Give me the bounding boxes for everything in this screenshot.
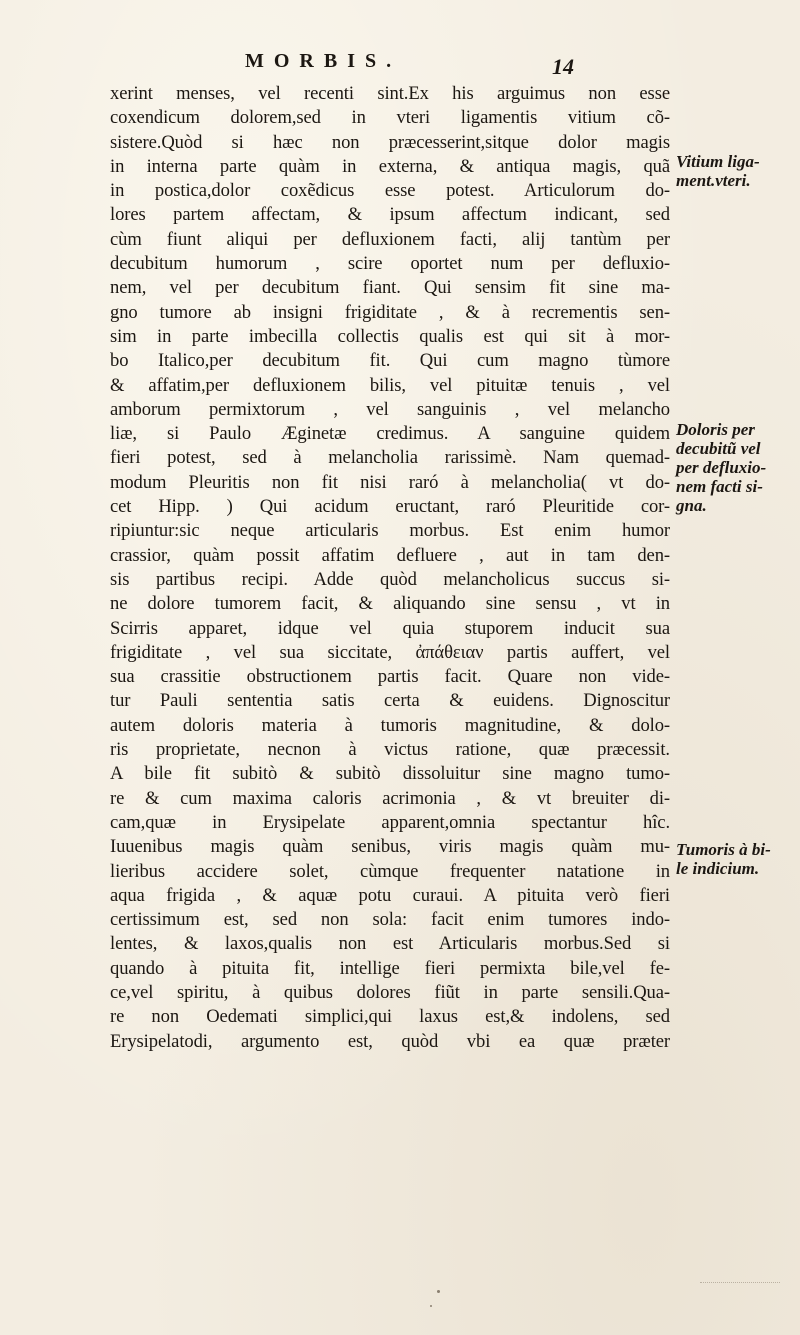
margin-note-vitium (676, 152, 796, 190)
text-line: sistere.Quòd si hæc non præcesserint,sitque dolor magis (110, 131, 670, 153)
margin-note-line: Vitium liga- (676, 152, 760, 171)
text-line: nem, vel per decubitum fiant. Qui sensim fit sine ma- (110, 277, 670, 299)
paper-speckle (700, 1272, 780, 1283)
text-line: Iuuenibus magis quàm senibus, viris magis quàm mu- (110, 836, 670, 858)
page-number: 14 (552, 54, 574, 79)
text-line: frigiditate , vel sua siccitate, ἀπάθειαν partis auffert, vel (110, 641, 670, 663)
text-line: certissimum est, sed non sola: facit enim tumores indo- (110, 909, 670, 931)
text-line: Scirris apparet, idque vel quia stuporem inducit sua (110, 617, 670, 639)
margin-note-line: nem facti si- (676, 477, 763, 496)
text-line: sim in parte imbecilla collectis qualis est qui sit à mor- (110, 325, 670, 347)
text-line: lieribus accidere solet, cùmque frequenter natatione in (110, 860, 670, 882)
text-line: fieri potest, sed à melancholia rarissimè. Nam quemad- (110, 447, 670, 469)
text-line: ne dolore tumorem facit, & aliquando sine sensu , vt in (110, 593, 670, 615)
text-line: aqua frigida , & aquæ potu curaui. A pituita verò fieri (110, 884, 670, 906)
text-line: bo Italico,per decubitum fit. Qui cum magno tùmore (110, 350, 670, 372)
body-text (110, 82, 670, 1054)
text-line: decubitum humorum , scire oportet num per defluxio- (110, 253, 670, 275)
text-line: in interna parte quàm in externa, & antiqua magis, quã (110, 155, 670, 177)
margin-note-line: ment.vteri. (676, 171, 751, 190)
text-line: ce,vel spiritu, à quibus dolores fiũt in parte sensili.Qua- (110, 981, 670, 1003)
margin-note-tumoris (676, 840, 796, 878)
text-line: ripiuntur:sic neque articularis morbus. Est enim humor (110, 520, 670, 542)
margin-note-line: gna. (676, 496, 707, 515)
text-line: crassior, quàm possit affatim defluere , aut in tam den- (110, 544, 670, 566)
text-line: gno tumore ab insigni frigiditate , & à recrementis sen- (110, 301, 670, 323)
margin-note-line: per defluxio- (676, 458, 767, 477)
text-line: coxendicum dolorem,sed in vteri ligamentis vitium cõ- (110, 107, 670, 129)
text-line: lentes, & laxos,qualis non est Articularis morbus.Sed si (110, 933, 670, 955)
text-line: quando à pituita fit, intellige fieri permixta bile,vel fe- (110, 957, 670, 979)
text-line: cùm fiunt aliqui per defluxionem facti, alij tantùm per (110, 228, 670, 250)
text-line: & affatim,per defluxionem bilis, vel pituitæ tenuis , vel (110, 374, 670, 396)
text-line: modum Pleuritis non fit nisi raró à melancholia( vt do- (110, 471, 670, 493)
text-line: xerint menses, vel recenti sint.Ex his arguimus non esse (110, 83, 670, 104)
text-line: A bile fit subitò & subitò dissoluitur sine magno tumo- (110, 763, 670, 785)
text-line: cam,quæ in Erysipelate apparent,omnia spectantur hîc. (110, 811, 670, 833)
margin-note-line: Doloris per (676, 420, 755, 439)
text-line: re non Oedemati simplici,qui laxus est,& indolens, sed (110, 1006, 670, 1028)
ink-speck (430, 1305, 432, 1307)
text-line: amborum permixtorum , vel sanguinis , vel melancho (110, 398, 670, 420)
text-line: sis partibus recipi. Adde quòd melancholicus succus si- (110, 568, 670, 590)
margin-note-line: le indicium. (676, 859, 760, 878)
text-line: autem doloris materia à tumoris magnitudine, & dolo- (110, 714, 670, 736)
text-line: cet Hipp. ) Qui acidum eructant, raró Pleuritide cor- (110, 496, 670, 518)
ink-speck (437, 1290, 440, 1293)
text-line: in postica,dolor coxẽdicus esse potest. Articulorum do- (110, 180, 670, 202)
text-line: sua crassitie obstructionem partis facit. Quare non vide- (110, 666, 670, 688)
text-line: lores partem affectam, & ipsum affectum indicant, sed (110, 204, 670, 226)
text-line: ris proprietate, necnon à victus ratione, quæ præcessit. (110, 739, 670, 761)
running-head (0, 50, 800, 80)
running-title: MORBIS. (245, 50, 402, 72)
text-line: liæ, si Paulo Æginetæ credimus. A sanguine quidem (110, 423, 670, 445)
margin-note-doloris (676, 420, 796, 515)
text-line: Erysipelatodi, argumento est, quòd vbi ea quæ præter (110, 1030, 670, 1052)
text-line: re & cum maxima caloris acrimonia , & vt breuiter di- (110, 787, 670, 809)
margin-note-line: decubitũ vel (676, 439, 761, 458)
margin-note-line: Tumoris à bi- (676, 840, 771, 859)
text-line: tur Pauli sententia satis certa & euidens. Dignoscitur (110, 690, 670, 712)
